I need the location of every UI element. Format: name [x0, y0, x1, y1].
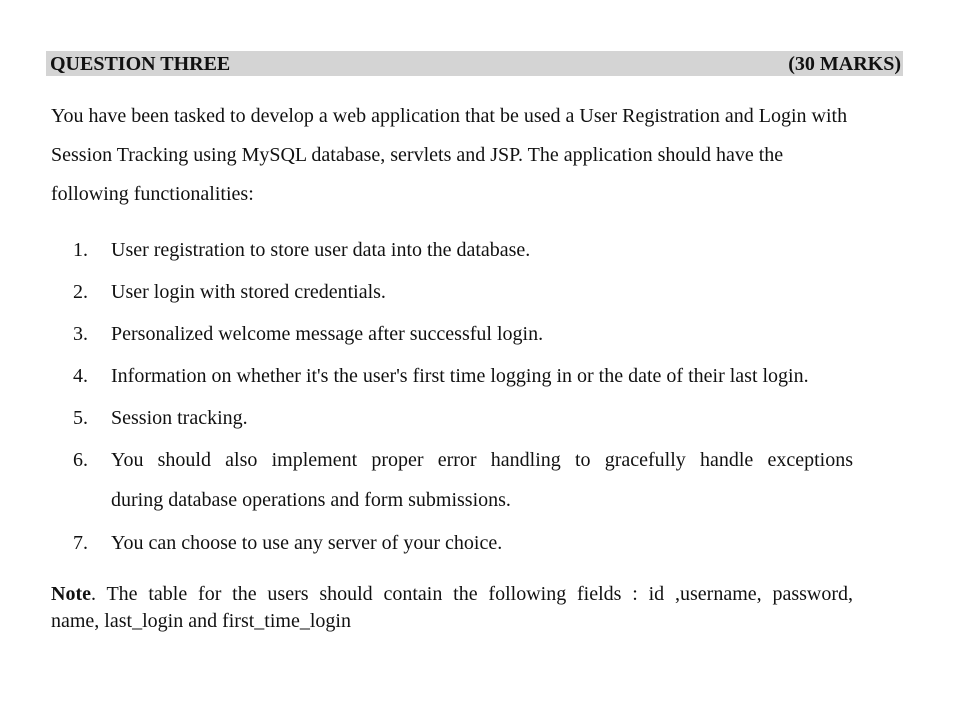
list-item-text: You can choose to use any server of your choice. [111, 532, 503, 554]
intro-line-3: following functionalities: [51, 183, 254, 205]
note-label: Note [51, 583, 91, 605]
list-item-number: 5. [73, 407, 88, 429]
list-item-number: 1. [73, 239, 88, 261]
question-header [46, 51, 903, 76]
list-item-number: 6. [73, 449, 88, 471]
list-item-number: 2. [73, 281, 88, 303]
list-item-text: Information on whether it's the user's first time logging in or the date of their last login. [111, 365, 809, 387]
list-item-text: You should also implement proper error handling to gracefully handle exceptions [111, 449, 853, 471]
list-item-number: 4. [73, 365, 88, 387]
intro-line-2: Session Tracking using MySQL database, servlets and JSP. The application should have the [51, 144, 784, 166]
question-marks: (30 MARKS) [788, 53, 901, 75]
list-item-text: Session tracking. [111, 407, 248, 429]
note-line-2: name, last_login and first_time_login [51, 610, 351, 632]
note-line-1 [51, 582, 853, 606]
list-item-text-continued: during database operations and form submissions. [111, 489, 511, 511]
note-text: . The table for the users should contain the following fields : id ,username, password, [90, 583, 853, 605]
list-item-text: User login with stored credentials. [111, 281, 386, 303]
intro-line-1: You have been tasked to develop a web application that be used a User Registration and Login with [51, 105, 848, 127]
list-item-text: Personalized welcome message after successful login. [111, 323, 544, 345]
question-title: QUESTION THREE [50, 53, 231, 75]
list-item-text: User registration to store user data into the database. [111, 239, 531, 261]
list-item-number: 3. [73, 323, 88, 345]
list-item-number: 7. [73, 532, 88, 554]
